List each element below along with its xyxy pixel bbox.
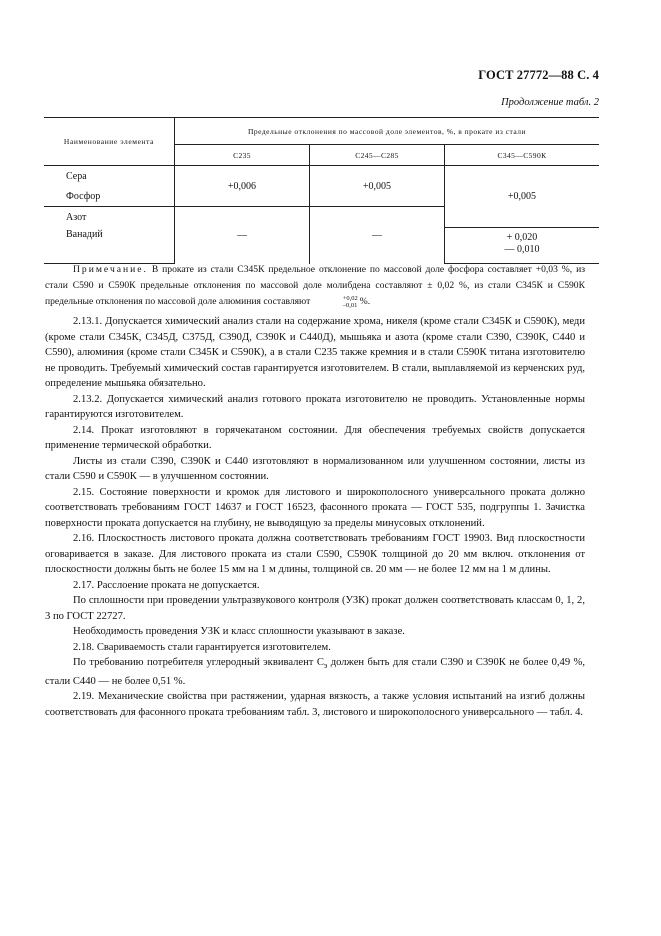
paragraph-ultrasonic: По сплошности при проведении ультразвукового контроля (УЗК) прокат должен соответствовать классам 0, 1, 2, 3 по ГОСТ 22727. — [45, 595, 585, 622]
paragraph-2-17: 2.17. Расслоение проката не допускается. — [73, 579, 260, 591]
vanadium-lower: — 0,010 — [504, 243, 540, 255]
table-continuation-label: Продолжение табл. 2 — [501, 97, 599, 108]
row-label-phosphorus: Фосфор — [66, 190, 101, 202]
paragraph-carbon-equivalent — [45, 655, 585, 689]
paragraph-2-13-2: 2.13.2. Допускается химический анализ готового проката изготовителю не проводить. Установленные нормы гарантируются изготовителем. — [45, 393, 585, 420]
ce-subscript: э — [323, 661, 328, 671]
note-text-end: %. — [359, 296, 371, 307]
paragraph-2-13-1: 2.13.1. Допускается химический анализ стали на содержание хрома, никеля (кроме стали С345К и С590К), меди (кроме стали С345К, С345Д, С375Д, С390Д, С390К и С440Д), мышьяка и азота (кроме стали С390, С390К, С440 и С590), алюминия (кроме стали С345К и С590К), а в стали С235 также кремния и в стали С590К титана изготовителю не проводить. Требуемый химический состав гарантируется изготовителем. В стали, выплавляемой из керченских руд, определение мышьяка обязательно. — [45, 316, 585, 389]
vanadium-upper: + 0,020 — [506, 231, 538, 243]
col-header-element: Наименование элемента — [44, 118, 175, 166]
col-header-c345: С345—С590К — [445, 145, 600, 166]
paragraph-2-19: 2.19. Механические свойства при растяжении, ударная вязкость, а также условия испытаний на изгиб должны соответствовать для фасонного проката требованиям табл. 3, листового и широкополосного универсального — табл. 4. — [45, 691, 585, 718]
paragraph-sheets: Листы из стали С390, С390К и С440 изготовляют в нормализованном или улучшенном состоянии, листы из стали С590 и С590К — в улучшенном состоянии. — [45, 455, 585, 482]
row-label-sulfur: Сера — [66, 170, 87, 182]
tolerance-up: +0,02 — [342, 294, 358, 302]
paragraph-2-15: 2.15. Состояние поверхности и кромок для листового и широкополосного универсального проката должно соответствовать требованиям ГОСТ 14637 и ГОСТ 16523, фасонного проката — ГОСТ 535, подгруппы 1. Зачистка поверхности проката допускается на глубину, не выводящую за пределы минусовых отклонений. — [45, 486, 585, 529]
deviation-table — [44, 117, 599, 264]
ce-text-start: По требованию потребителя углеродный эквивалент С — [73, 657, 324, 668]
ce-text-rest: должен быть для стали С390 и С390К не более 0,49 %, стали С440 — не более 0,51 %. — [45, 657, 585, 687]
col-header-c245: С245—С285 — [310, 145, 445, 166]
paragraph-2-14: 2.14. Прокат изготовляют в горячекатаном состоянии. Для обеспечения требуемых свойств допускается применение термической обработки. — [45, 424, 585, 451]
cell-c235-s-p: +0,006 — [175, 166, 310, 207]
row-label-nitrogen: Азот — [44, 207, 175, 228]
cell-c245-s-p: +0,005 — [310, 166, 445, 207]
tolerance-fraction — [315, 295, 358, 309]
note-text: В прокате из стали С345К предельное отклонение по массовой доле фосфора составляет +0,03 %, из стали С590 и С590К предельные отклонения по массовой доле молибдена составляют ± 0,02 %, из стали С345К и С590К предельные отклонения по массовой доле алюминия составляют — [45, 264, 585, 307]
body-text — [45, 314, 585, 720]
paragraph-2-16: 2.16. Плоскостность листового проката должна соответствовать требованиям ГОСТ 19903. Вид плоскостности оговаривается в заказе. Для листового проката из стали С590, С590К толщиной до 20 мм включ. отклонения от плоскостности должны быть не более 15 мм на 1 м длины, толщиной св. 20 мм — не более 12 мм на 1 м длины. — [45, 533, 585, 575]
page-header: ГОСТ 27772—88 С. 4 — [478, 68, 599, 82]
cell-c245-dash: — — [310, 207, 445, 264]
cell-c235-dash: — — [175, 207, 310, 264]
note-label: Примечание. — [73, 264, 148, 275]
cell-c345-vanadium — [445, 227, 600, 264]
paragraph-2-18: 2.18. Свариваемость стали гарантируется изготовителем. — [73, 641, 331, 653]
table-note — [45, 262, 585, 310]
col-header-c235: С235 — [175, 145, 310, 166]
cell-c345-s-p-n: +0,005 — [445, 166, 600, 228]
paragraph-uzk-order: Необходимость проведения УЗК и класс сплошности указывают в заказе. — [73, 626, 405, 637]
col-header-group: Предельные отклонения по массовой доле элементов, %, в прокате из стали — [175, 118, 600, 145]
row-label-vanadium: Ванадий — [44, 227, 175, 264]
tolerance-down: –0,01 — [342, 301, 358, 309]
